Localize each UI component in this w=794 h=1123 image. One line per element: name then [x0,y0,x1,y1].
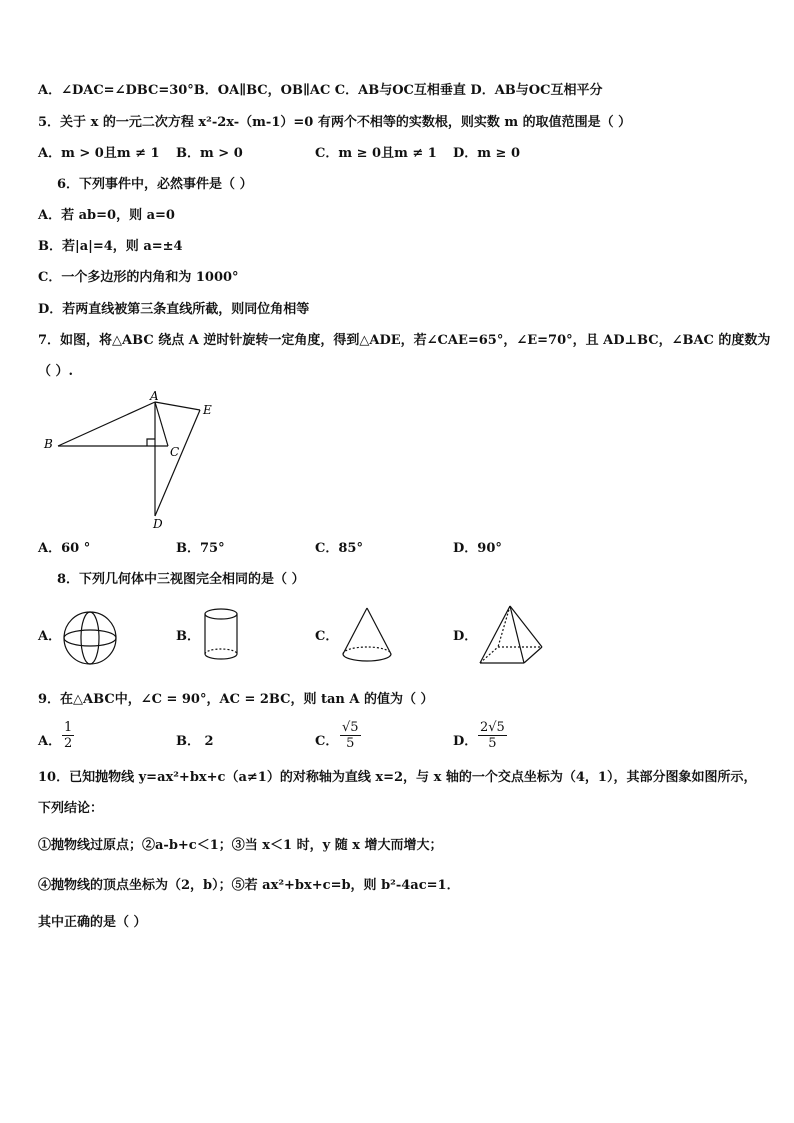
q9-fraction-d: $\frac{2√5}{5}$ [480,720,505,751]
q7-stem: 7．如图，将△ABC 绕点 A 逆时针旋转一定角度，得到△ADE，若∠CAE=65°，∠E=70°，且 AD⊥BC，∠BAC 的度数为 [38,333,771,348]
q9-stem: 9．在△ABC中，∠C = 90°，AC = 2BC，则 tan A 的值为（ ） [38,692,434,707]
q10-stem: 10．已知抛物线 y=ax²+bx+c（a≠1）的对称轴为直线 x=2，与 x 轴的一个交点坐标为（4，1），其部分图象如图所示， [38,770,757,785]
q9-fraction-a: $\frac{1}{2}$ [64,720,73,751]
q6-option-d: D．若两直线被第三条直线所截，则同位角相等 [38,302,310,317]
q8-option-d: D． [453,629,478,644]
q7-stem-2: （ ）. [38,364,74,379]
label-d: D [153,517,163,531]
q6-option-a: A．若 ab=0，则 a=0 [38,208,175,223]
sphere-icon [60,608,120,668]
q5-option-a: A．m > 0且m ≠ 1 [38,146,160,161]
q10-stem-2: 下列结论： [38,801,104,816]
q8-option-b: B． [176,629,200,644]
q4-options: A．∠DAC=∠DBC=30°B．OA∥BC，OB∥AC C．AB与OC互相垂直 D．AB与OC互相平分 [38,83,603,98]
q9-option-d: D． [453,734,478,749]
q7-option-a: A．60 ° [38,541,91,556]
q5-option-d: D．m ≥ 0 [453,146,521,161]
q7-triangle-figure [40,390,240,535]
q6-option-b: B．若|a|=4，则 a=±4 [38,239,183,254]
q9-option-a: A． [38,734,62,749]
q10-conclusions-1: ①抛物线过原点；②a-b+c＜1；③当 x＜1 时，y 随 x 增大而增大； [38,838,443,853]
label-e: E [203,403,212,417]
q8-option-c: C． [315,629,339,644]
q10-conclusions-2: ④抛物线的顶点坐标为（2，b）；⑤若 ax²+bx+c=b，则 b²-4ac=1． [38,878,460,893]
pyramid-icon [474,603,546,667]
q8-stem: 8．下列几何体中三视图完全相同的是（ ） [57,572,305,587]
q9-option-c: C． [315,734,339,749]
label-a: A [150,390,159,403]
q8-option-a: A． [38,629,62,644]
q5-stem: 5．关于 x 的一元二次方程 x²-2x-（m-1）=0 有两个不相等的实数根，则实数 m 的取值范围是（ ） [38,115,632,130]
q7-option-c: C．85° [315,541,363,556]
q5-option-c: C．m ≥ 0且m ≠ 1 [315,146,437,161]
cylinder-icon [200,606,242,664]
q6-option-c: C．一个多边形的内角和为 1000° [38,270,239,285]
q10-question: 其中正确的是（ ） [38,915,147,930]
q9-fraction-c: $\frac{√5}{5}$ [342,720,359,751]
q6-stem: 6．下列事件中，必然事件是（ ） [57,177,253,192]
cone-icon [338,604,396,666]
label-b: B [44,437,53,451]
q7-option-b: B．75° [176,541,225,556]
q5-option-b: B．m > 0 [176,146,243,161]
q9-option-b: B． 2 [176,734,214,749]
label-c: C [170,445,180,459]
q7-option-d: D．90° [453,541,502,556]
